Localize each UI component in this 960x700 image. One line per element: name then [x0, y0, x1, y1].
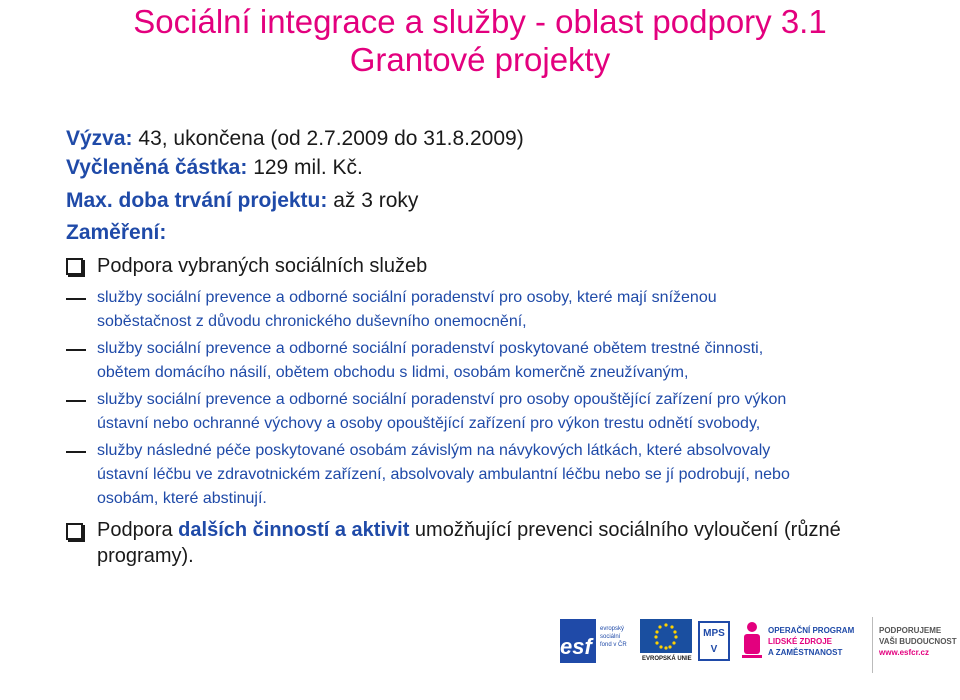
people-icon [738, 617, 766, 665]
section1-heading: Podpora vybraných sociálních služeb [97, 255, 428, 277]
eu-flag-logo [636, 617, 696, 665]
doba-value: až 3 roky [333, 189, 419, 212]
checkbox-bullet-icon [66, 523, 83, 540]
dash-bullet-icon [66, 298, 86, 300]
section2-part-3: umožňující prevenci sociálního vyloučení (různé [409, 519, 841, 541]
op-line: LIDSKÉ ZDROJE [768, 637, 833, 646]
item-line: služby následné péče poskytované osobám závislým na návykových látkách, které absolvovaly [97, 442, 771, 459]
item-line: služby sociální prevence a odborné sociální poradenství poskytované obětem trestné činnosti, [97, 340, 764, 357]
esf-caption-line: evropský [600, 626, 625, 632]
info-vyzva [66, 126, 524, 152]
esf-logo-text: esf [560, 634, 592, 659]
dash-bullet-icon [66, 451, 86, 453]
list-item [97, 286, 947, 334]
op-symbol [738, 617, 766, 665]
item-line: ústavní nebo ochranné výchovy a osoby opouštějící zařízení pro výkon trestu odnětí svobody, [97, 415, 761, 432]
op-line: OPERAČNÍ PROGRAM [768, 626, 855, 635]
esf-caption-line: fond v ČR [600, 642, 627, 648]
zamereni-label: Zaměření: [66, 221, 167, 244]
esf-logo [560, 617, 632, 665]
eu-caption: EVROPSKÁ UNIE [642, 656, 692, 662]
dash-bullet-icon [66, 400, 86, 402]
section2-bold: dalších činností a aktivit [178, 519, 410, 541]
title-line-2: Grantové projekty [349, 41, 611, 78]
item-line: soběstačnost z důvodu chronického duševního onemocnění, [97, 313, 527, 330]
castka-value: 129 mil. Kč. [253, 156, 363, 179]
item-line: ústavní léčbu ve zdravotnickém zařízení, absolvovaly ambulantní léčbu nebo se jí podrobují, nebo [97, 466, 790, 483]
section2-text [97, 517, 937, 569]
section2-line-2: programy). [97, 545, 194, 567]
item-line: osobám, které abstinují. [97, 490, 267, 507]
list-item [97, 388, 947, 436]
pod-url: www.esfcr.cz [879, 648, 929, 657]
info-doba [66, 188, 418, 214]
eu-flag-icon [636, 617, 696, 657]
list-item [97, 337, 947, 385]
checkbox-bullet-icon [66, 258, 83, 275]
section2-part-1: Podpora [97, 519, 179, 541]
castka-label: Vyčleněná částka: [66, 156, 248, 179]
pod-line: PODPORUJEME [879, 626, 942, 635]
pod-line: VAŠI BUDOUCNOST [879, 637, 957, 646]
footer-logos [560, 617, 960, 667]
info-castka [66, 155, 363, 181]
vyzva-label: Výzva: [66, 127, 133, 150]
item-line: služby sociální prevence a odborné sociální poradenství pro osoby, které mají sníženou [97, 289, 717, 306]
doba-label: Max. doba trvání projektu: [66, 189, 328, 212]
mpsv-logo [698, 617, 732, 665]
op-line: A ZAMĚSTNANOST [768, 648, 843, 657]
op-lzz-logo [768, 617, 864, 673]
podporujeme-logo [872, 617, 960, 673]
mpsv-logo-text: MPSV [698, 621, 730, 661]
item-line: služby sociální prevence a odborné sociální poradenství pro osoby opouštějící zařízení pro výkon [97, 391, 787, 408]
item-line: obětem domácího násilí, obětem obchodu s lidmi, osobám komerčně zneužívaným, [97, 364, 689, 381]
vyzva-value: 43, ukončena (od 2.7.2009 do 31.8.2009) [138, 127, 524, 150]
list-item [97, 439, 947, 511]
info-zamereni [66, 220, 166, 246]
esf-logo-caption [600, 625, 627, 649]
esf-caption-line: sociální [600, 634, 621, 640]
section2-line-1 [97, 517, 937, 543]
dash-bullet-icon [66, 349, 86, 351]
title-line-1: Sociální integrace a služby - oblast podpory 3.1 [133, 3, 827, 40]
